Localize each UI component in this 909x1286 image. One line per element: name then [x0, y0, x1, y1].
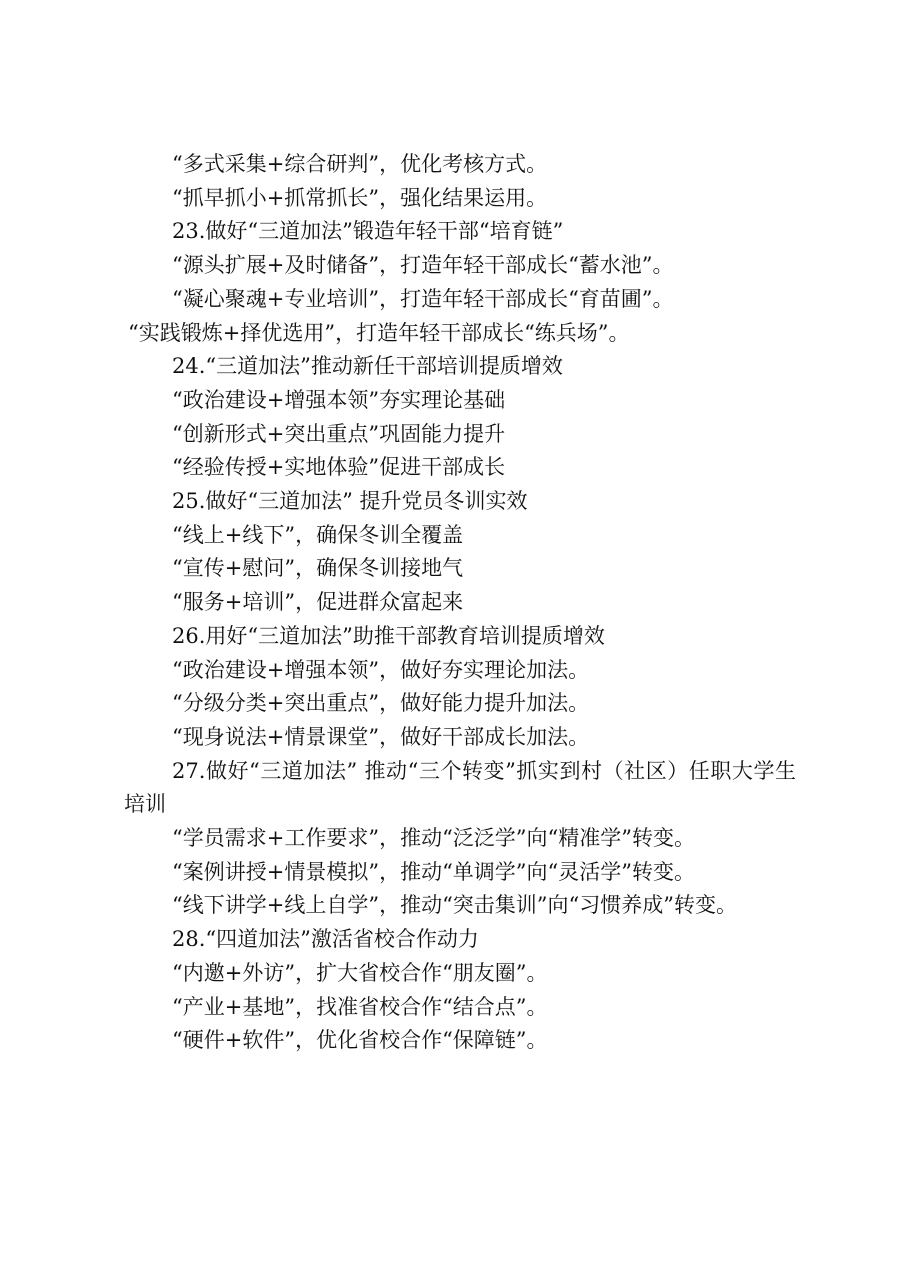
list-item: “政治建设+增强本领”，做好夯实理论加法。 — [172, 657, 590, 682]
section-heading-23: 23.做好“三道加法”锻造年轻干部“培育链” — [172, 219, 564, 244]
list-item: “产业+基地”，找准省校合作“结合点”。 — [172, 994, 548, 1019]
list-item: “实践锻炼+择优选用”，打造年轻干部成长“练兵场”。 — [128, 320, 630, 345]
list-item: “线上+线下”，确保冬训全覆盖 — [172, 522, 464, 547]
list-item: “创新形式+突出重点”巩固能力提升 — [172, 421, 506, 446]
list-item: “抓早抓小+抓常抓长”，强化结果运用。 — [172, 185, 548, 210]
list-item: “内邀+外访”，扩大省校合作“朋友圈”。 — [172, 960, 548, 985]
section-heading-26: 26.用好“三道加法”助推干部教育培训提质增效 — [172, 623, 605, 648]
list-item: “案例讲授+情景模拟”，推动“单调学”向“灵活学”转变。 — [172, 859, 696, 884]
section-heading-25: 25.做好“三道加法” 提升党员冬训实效 — [172, 489, 528, 514]
section-heading-28: 28.“四道加法”激活省校合作动力 — [172, 927, 479, 952]
list-item: “政治建设+增强本领”夯实理论基础 — [172, 387, 506, 412]
list-item: “多式采集+综合研判”，优化考核方式。 — [172, 152, 548, 176]
list-item: “分级分类+突出重点”，做好能力提升加法。 — [172, 691, 590, 716]
list-item: “硬件+软件”，优化省校合作“保障链”。 — [172, 1028, 548, 1053]
list-item: “经验传授+实地体验”促进干部成长 — [172, 455, 506, 480]
list-item: “宣传+慰问”，确保冬训接地气 — [172, 556, 464, 581]
list-item: “源头扩展+及时储备”，打造年轻干部成长“蓄水池”。 — [172, 253, 674, 278]
list-item: “线下讲学+线上自学”，推动“突击集训”向“习惯养成”转变。 — [172, 893, 738, 918]
list-item: “凝心聚魂+专业培训”，打造年轻干部成长“育苗圃”。 — [172, 286, 674, 311]
section-heading-24: 24.“三道加法”推动新任干部培训提质增效 — [172, 354, 563, 379]
list-item: “学员需求+工作要求”，推动“泛泛学”向“精准学”转变。 — [172, 826, 696, 851]
document-body — [124, 148, 796, 1058]
list-item: “服务+培训”，促进群众富起来 — [172, 590, 464, 615]
list-item: “现身说法+情景课堂”，做好干部成长加法。 — [172, 724, 590, 749]
section-heading-27: 27.做好“三道加法” 推动“三个转变”抓实到村（社区）任职大学生培训 — [124, 758, 796, 817]
